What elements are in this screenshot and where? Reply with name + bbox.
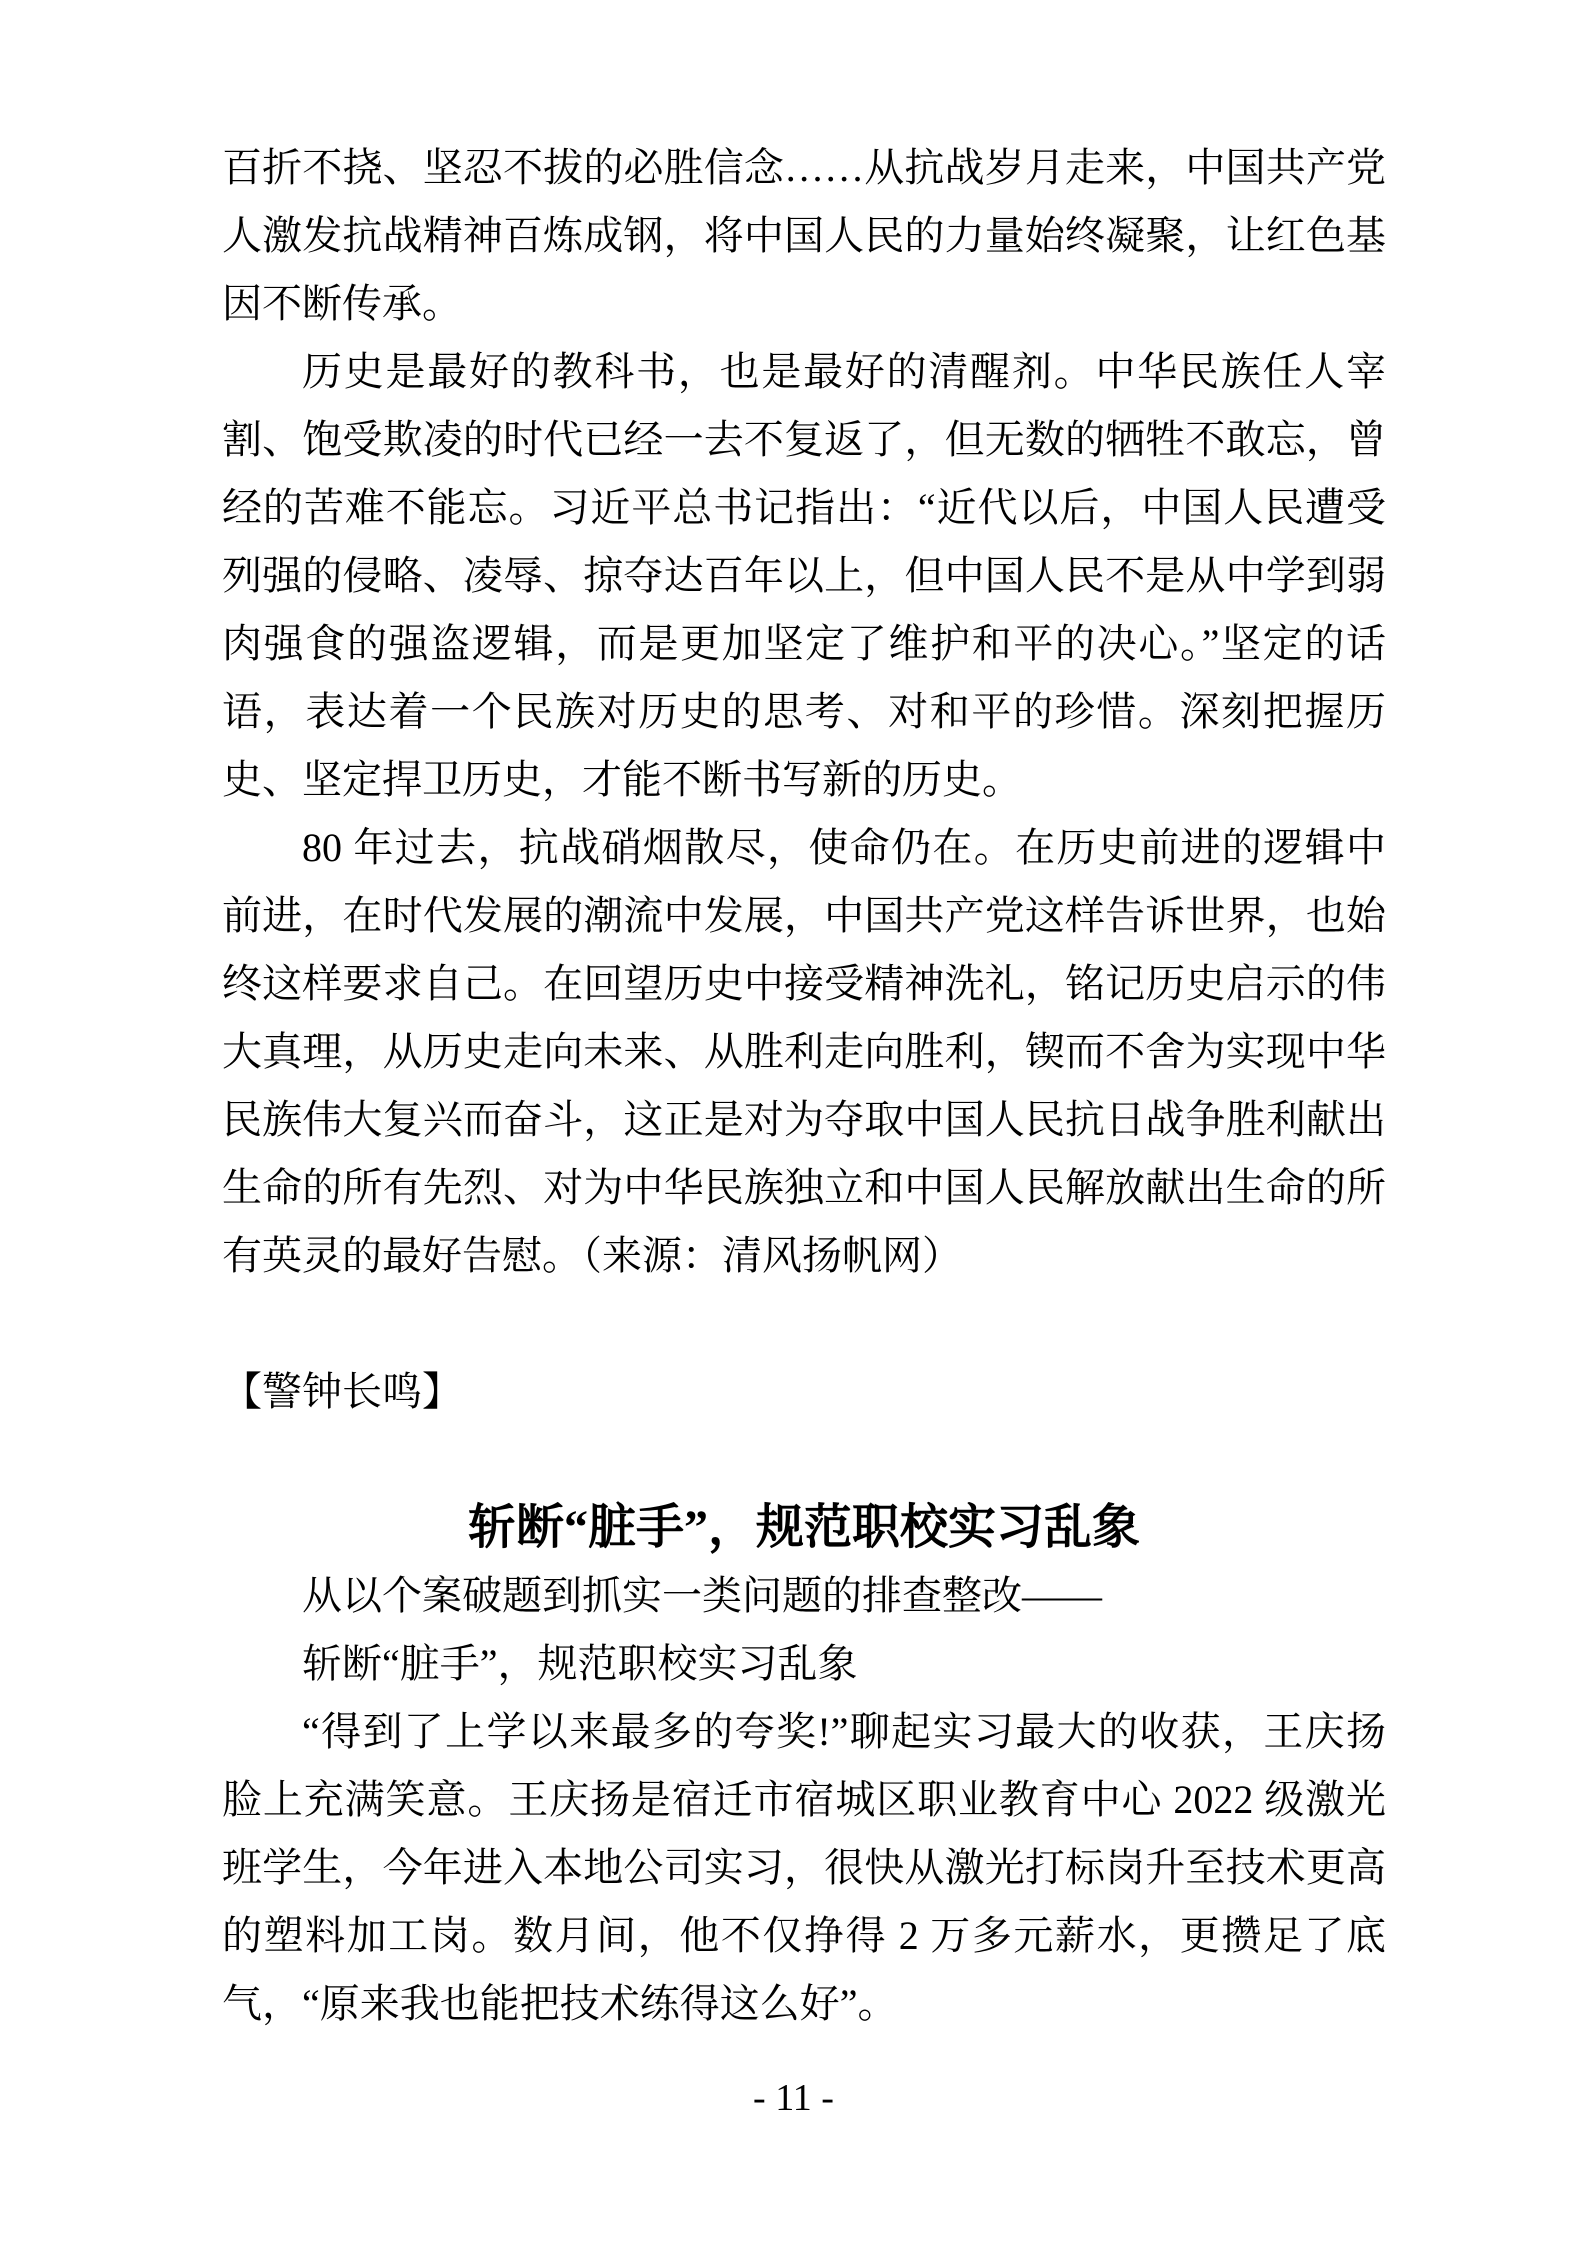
article1-paragraph-1: 百折不挠、坚忍不拔的必胜信念……从抗战岁月走来，中国共产党人激发抗战精神百炼成钢，将中国人民的力量始终凝聚，让红色基因不断传承。 [222,145,1386,326]
article2-paragraph-1: “得到了上学以来最多的夸奖!”聊起实习最大的收获，王庆扬脸上充满笑意。王庆扬是宿迁市宿城区职业教育中心 2022 级激光班学生，今年进入本地公司实习，很快从激光打标岗升至技术更高的塑料加工岗。数月间，他不仅挣得 2 万多元薪水，更攒足了底气，“原来我也能把技术练得这么好”。 [222,1709,1386,2026]
article-title: 斩断“脏手”，规范职校实习乱象 [467,1501,1140,1554]
article2-subtitle-line: 从以个案破题到抓实一类问题的排查整改—— [302,1573,1102,1618]
section-heading: 【警钟长鸣】 [222,1369,462,1414]
blank-line [222,1290,1386,1358]
article1-paragraph-3: 80 年过去，抗战硝烟散尽，使命仍在。在历史前进的逻辑中前进，在时代发展的潮流中发展，中国共产党这样告诉世界，也始终这样要求自己。在回望历史中接受精神洗礼，铭记历史启示的伟大真理，从历史走向未来、从胜利走向胜利，锲而不舍为实现中华民族伟大复兴而奋斗，这正是对为夺取中国人民抗日战争胜利献出生命的所有先烈、对为中华民族独立和中国人民解放献出生命的所有英灵的最好告慰。（来源：清风扬帆网） [222,825,1386,1278]
article2-title-repeat-line: 斩断“脏手”，规范职校实习乱象 [302,1641,858,1686]
page-number: - 11 - [753,2077,834,2119]
blank-line [222,1426,1386,1494]
page-content [222,134,1386,2038]
article1-paragraph-2: 历史是最好的教科书，也是最好的清醒剂。中华民族任人宰割、饱受欺凌的时代已经一去不复返了，但无数的牺牲不敢忘，曾经的苦难不能忘。习近平总书记指出：“近代以后，中国人民遭受列强的侵略、凌辱、掠夺达百年以上，但中国人民不是从中学到弱肉强食的强盗逻辑，而是更加坚定了维护和平的决心。”坚定的话语，表达着一个民族对历史的思考、对和平的珍惜。深刻把握历史、坚定捍卫历史，才能不断书写新的历史。 [222,349,1386,802]
